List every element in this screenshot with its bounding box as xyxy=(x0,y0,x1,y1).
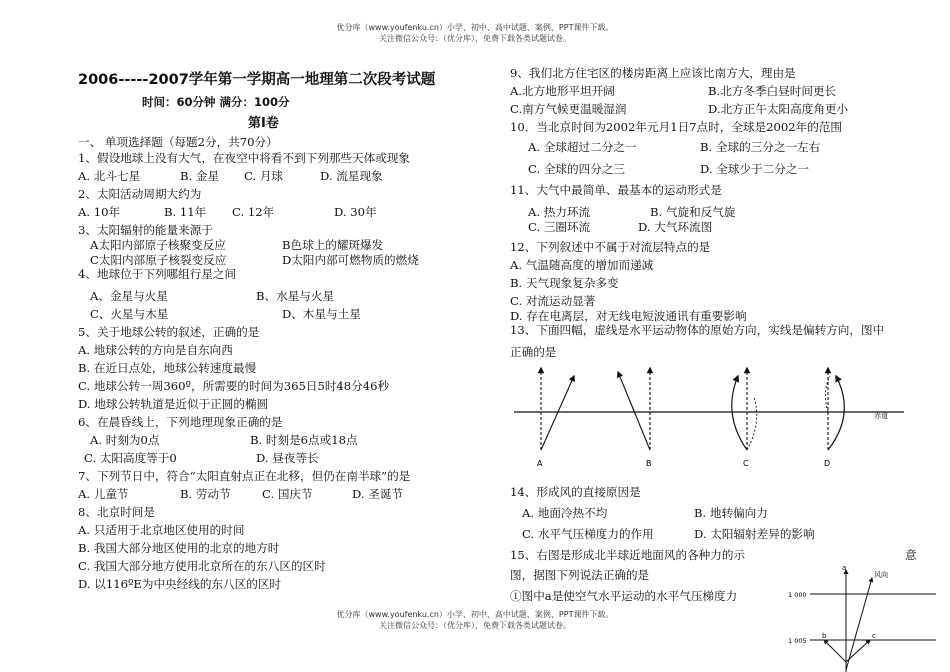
q12-option-a: A. 气温随高度的增加而递减 xyxy=(510,258,654,272)
diagram-d xyxy=(824,368,844,468)
question-3: 3、太阳辐射的能量来源于 xyxy=(78,223,213,237)
q9-option-c: C.南方气候更温暖湿润 xyxy=(510,102,627,116)
diagram-a xyxy=(537,368,574,468)
section-title: 第Ⅰ卷 xyxy=(248,116,279,131)
q6-option-b: B. 时刻是6点或18点 xyxy=(250,433,358,447)
diagram-c xyxy=(732,368,757,468)
wind-direction-arrow xyxy=(846,578,872,670)
force-c-arrow xyxy=(846,640,870,662)
q12-option-c: C. 对流运动显著 xyxy=(510,294,596,308)
q2-option-d: D. 30年 xyxy=(334,205,377,219)
q1-option-c: C. 月球 xyxy=(244,169,284,183)
exam-title: 2006-----2007学年第一学期高一地理第二次段考试题 xyxy=(78,72,436,88)
equator-label: 赤道 xyxy=(874,412,888,420)
q3-option-d: D太阳内部可燃物质的燃烧 xyxy=(282,253,419,267)
question-6: 6、在晨昏线上，下列地理现象正确的是 xyxy=(78,415,283,429)
q1-option-b: B. 金星 xyxy=(180,169,220,183)
question-13: 13、下面四幅，虚线是水平运动物体的原始方向，实线是偏转方向，图中 xyxy=(510,323,885,337)
question-2: 2、太阳活动周期大约为 xyxy=(78,187,202,201)
question-14: 14、形成风的直接原因是 xyxy=(510,485,641,499)
q10-option-b: B. 全球的三分之一左右 xyxy=(700,140,821,154)
q11-option-b: B. 气旋和反气旋 xyxy=(650,205,736,219)
q5-option-b: B. 在近日点处，地球公转速度最慢 xyxy=(78,361,257,375)
q6-option-a: A. 时刻为0点 xyxy=(90,433,160,447)
q2-option-b: B. 11年 xyxy=(164,205,207,219)
force-a-label: a xyxy=(842,564,847,572)
q11-option-c: C. 三圈环流 xyxy=(528,220,591,234)
q7-option-a: A. 儿童节 xyxy=(78,487,129,501)
q8-option-b: B. 我国大部分地区使用的北京的地方时 xyxy=(78,541,280,555)
q7-option-d: D. 圣诞节 xyxy=(352,487,404,501)
force-c-label: c xyxy=(872,632,876,640)
q3-option-a: A太阳内部原子核聚变反应 xyxy=(90,238,226,252)
q7-option-b: B. 劳动节 xyxy=(180,487,231,501)
q6-option-c: C. 太阳高度等于0 xyxy=(84,451,177,465)
q3-option-b: B色球上的耀斑爆发 xyxy=(282,238,384,252)
q10-option-a: A. 全球超过二分之一 xyxy=(528,140,637,154)
watermark-line-1: 优分库（www.youfenku.cn）小学、初中、高中试题、案例、PPT课件下载。 xyxy=(336,23,614,32)
q12-option-b: B. 天气现象复杂多变 xyxy=(510,276,619,290)
q11-option-d: D. 大气环流图 xyxy=(638,220,713,234)
coriolis-figure xyxy=(510,362,910,472)
isobar-1005-label: 1 005 xyxy=(788,637,807,645)
q5-option-c: C. 地球公转一周360º，所需要的时间为365日5时48分46秒 xyxy=(78,379,390,393)
q2-option-c: C. 12年 xyxy=(232,205,275,219)
q1-option-d: D. 流星现象 xyxy=(320,169,383,183)
wind-force-figure xyxy=(786,562,942,672)
q2-option-a: A. 10年 xyxy=(78,205,121,219)
wind-direction-label: 风向 xyxy=(874,571,888,579)
diagram-b xyxy=(618,368,652,468)
q4-option-a: A、金星与火星 xyxy=(90,289,168,303)
diagram-b-label: B xyxy=(646,459,652,468)
question-15: 15、右图是形成北半球近地面风的各种力的示 xyxy=(510,548,746,562)
q6-option-d: D. 昼夜等长 xyxy=(256,451,319,465)
question-9: 9、我们北方住宅区的楼房距离上应该比南方大，理由是 xyxy=(510,66,796,80)
q14-option-d: D. 太阳辐射差异的影响 xyxy=(694,527,815,541)
q12-option-d: D. 存在电离层，对无线电短波通讯有重要影响 xyxy=(510,309,747,323)
diagram-d-label: D xyxy=(824,459,831,468)
question-11: 11、大气中最简单、最基本的运动形式是 xyxy=(510,183,722,197)
q5-option-a: A. 地球公转的方向是自东向西 xyxy=(78,343,233,357)
q8-option-d: D. 以116ºE为中央经线的东八区的区时 xyxy=(78,577,282,591)
q5-option-d: D. 地球公转轨道是近似于正圆的椭圆 xyxy=(78,397,269,411)
q8-option-c: C. 我国大部分地方使用北京所在的东八区的区时 xyxy=(78,559,326,573)
q8-option-a: A. 只适用于北京地区使用的时间 xyxy=(78,523,245,537)
q14-option-b: B. 地转偏向力 xyxy=(694,506,768,520)
question-15-cont: 图，据图下列说法正确的是 xyxy=(510,568,650,582)
q9-option-a: A.北方地形平坦开阔 xyxy=(510,84,615,98)
force-b-label: b xyxy=(822,632,827,640)
question-8: 8、北京时间是 xyxy=(78,505,155,519)
q3-option-c: C太阳内部原子核裂变反应 xyxy=(90,253,227,267)
q9-option-d: D.北方正午太阳高度角更小 xyxy=(708,102,849,116)
q14-option-a: A. 地面冷热不均 xyxy=(522,506,608,520)
question-1: 1、假设地球上没有大气，在夜空中将看不到下列那些天体或现象 xyxy=(78,151,411,165)
q4-option-d: D、木星与土星 xyxy=(282,307,361,321)
question-12: 12、下列叙述中不属于对流层特点的是 xyxy=(510,240,711,254)
question-13-cont: 正确的是 xyxy=(510,345,557,359)
q4-option-b: B、水星与火星 xyxy=(256,289,335,303)
question-7: 7、下列节日中，符合“太阳直射点正在北移，但仍在南半球”的是 xyxy=(78,469,411,483)
q9-option-b: B.北方冬季白昼时间更长 xyxy=(708,84,837,98)
isobar-1000-label: 1 000 xyxy=(788,591,807,599)
q15-statement-1: ①图中a是使空气水平运动的水平气压梯度力 xyxy=(510,589,738,603)
watermark-line-2: 关注微信公众号：（优分库），免费下载各类试题试卷。 xyxy=(379,621,571,630)
q1-option-a: A. 北斗七星 xyxy=(78,169,141,183)
diagram-a-label: A xyxy=(537,459,543,468)
question-10: 10．当北京时间为2002年元月1日7点时，全球是2002年的范围 xyxy=(510,120,842,134)
diagram-c-label: C xyxy=(743,459,749,468)
q7-option-c: C. 国庆节 xyxy=(262,487,313,501)
exam-meta: 时间：60分钟 满分：100分 xyxy=(142,95,290,109)
instruction: 一、 单项选择题（每题2分，共70分） xyxy=(78,135,278,149)
q14-option-c: C. 水平气压梯度力的作用 xyxy=(522,527,654,541)
question-4: 4、地球位于下列哪组行星之间 xyxy=(78,267,237,281)
watermark-line-2: 关注微信公众号：（优分库），免费下载各类试题试卷。 xyxy=(379,34,571,43)
watermark-top xyxy=(0,22,950,44)
question-15-end: 意 xyxy=(905,548,917,562)
q4-option-c: C、火星与木星 xyxy=(90,307,169,321)
q10-option-d: D. 全球少于二分之一 xyxy=(700,162,810,176)
q10-option-c: C. 全球的四分之三 xyxy=(528,162,625,176)
q11-option-a: A. 热力环流 xyxy=(528,205,591,219)
watermark-line-1: 优分库（www.youfenku.cn）小学、初中、高中试题、案例、PPT课件下载。 xyxy=(336,610,614,619)
force-b-arrow xyxy=(824,640,846,662)
question-5: 5、关于地球公转的叙述，正确的是 xyxy=(78,325,260,339)
